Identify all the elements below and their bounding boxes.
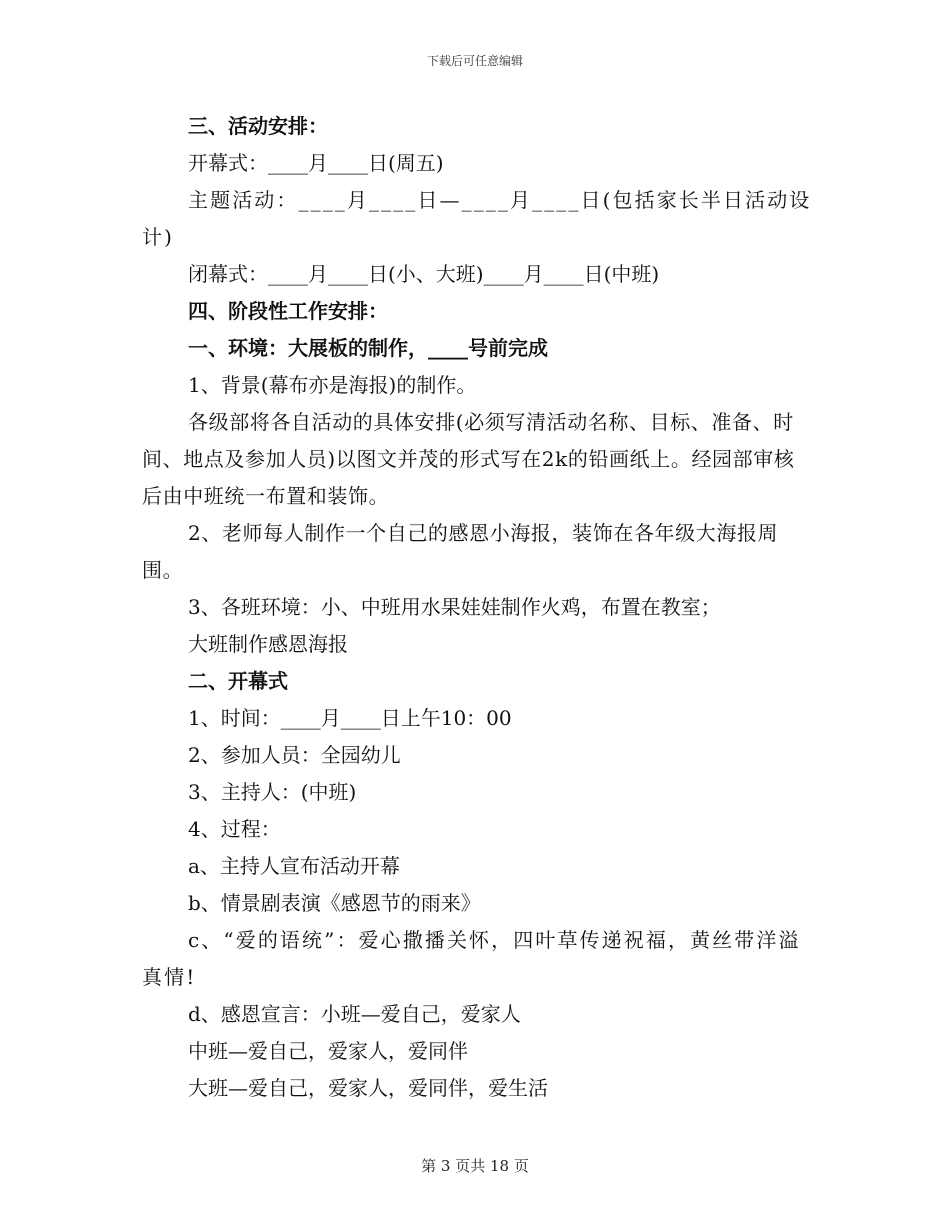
paragraph: 闭幕式：____月____日(小、大班)____月____日(中班) xyxy=(188,262,660,286)
paragraph: 1、时间：____月____日上午10：00 xyxy=(188,706,512,730)
document-body xyxy=(142,108,812,1107)
paragraph: 大班制作感恩海报 xyxy=(188,632,348,656)
paragraph: b、情景剧表演《感恩节的雨来》 xyxy=(188,891,481,915)
section-heading: 二、开幕式 xyxy=(188,669,288,693)
page-footer: 第 3 页共 18 页 xyxy=(421,1157,529,1175)
section-heading: 三、活动安排： xyxy=(188,114,328,138)
paragraph: 1、背景(幕布亦是海报)的制作。 xyxy=(188,373,477,397)
paragraph: 各级部将各自活动的具体安排(必须写清活动名称、目标、准备、时间、地点及参加人员)以图文并茂的形式写在2k的铅画纸上。经园部审核后由中班统一布置和装饰。 xyxy=(142,410,795,508)
paragraph: 2、参加人员：全园幼儿 xyxy=(188,743,401,767)
section-heading: 四、阶段性工作安排： xyxy=(188,299,388,323)
paragraph: 2、老师每人制作一个自己的感恩小海报，装饰在各年级大海报周围。 xyxy=(142,521,779,582)
section-heading: 一、环境：大展板的制作，____号前完成 xyxy=(188,336,548,360)
paragraph: 4、过程： xyxy=(188,817,281,841)
paragraph: 3、主持人：(中班) xyxy=(188,780,357,804)
paragraph: a、主持人宣布活动开幕 xyxy=(188,854,400,878)
paragraph: 开幕式：____月____日(周五) xyxy=(188,151,444,175)
paragraph: 大班—爱自己，爱家人，爱同伴，爱生活 xyxy=(188,1076,548,1100)
paragraph: 中班—爱自己，爱家人，爱同伴 xyxy=(188,1039,468,1063)
paragraph: 主题活动：____月____日—____月____日(包括家长半日活动设计) xyxy=(142,188,812,249)
page-header: 下载后可任意编辑 xyxy=(426,54,523,68)
paragraph: 3、各班环境：小、中班用水果娃娃制作火鸡，布置在教室； xyxy=(188,595,721,619)
paragraph: d、感恩宣言：小班—爱自己，爱家人 xyxy=(188,1002,521,1026)
paragraph: c、“爱的语统”：爱心撒播关怀，四叶草传递祝福，黄丝带洋溢真情! xyxy=(142,928,801,989)
